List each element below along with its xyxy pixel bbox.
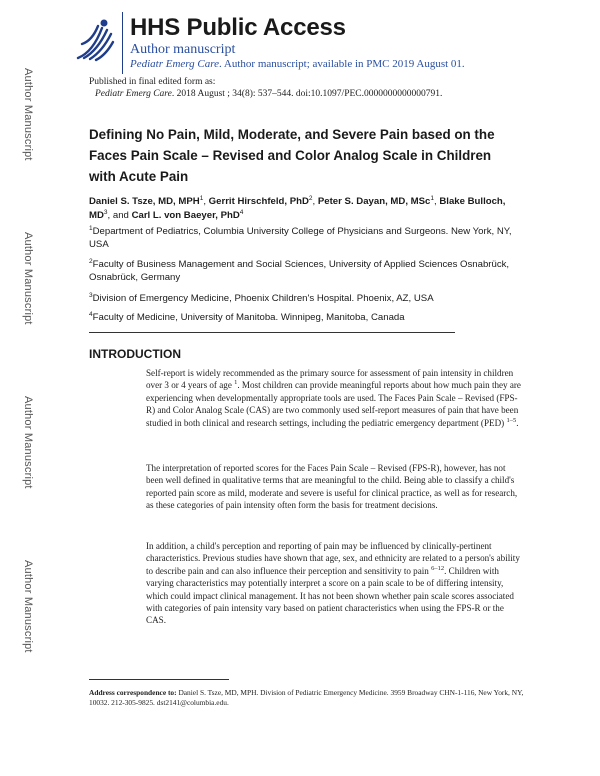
paper-title: Defining No Pain, Mild, Moderate, and Severe Pain based on the Faces Pain Scale – Revised and Color Analog Scale in Children with Acute Pain	[89, 127, 495, 184]
citation-journal: Pediatr Emerg Care	[95, 89, 172, 99]
paragraph-2: The interpretation of reported scores for the Faces Pain Scale – Revised (FPS-R), however, has not been well defined in qualitative terms that are meaningful to the child. Being able to classify a child's reported pain score as mild, moderate and severe is useful for clinical practice, as well as for research, as these categories of pain intensity often form the basis for treatment decisions.	[146, 463, 518, 511]
hhs-eagle-logo	[74, 14, 116, 64]
paragraph-3: In addition, a child's perception and reporting of pain may be influenced by clinically-pertinent characteristics. Previous studies have shown that age, sex, and ethnicity are related to a person's ability to describe pain and can also influence their perception and sensitivity to pain $^{6-12}$. Children with varying characteristics may potentially interpret a score on a pain scale to be of differing intensity, which could impact clinical management. It has not been shown whether pain scale scores associated with categories of pain intensity vary based on patient characteristics when using the FPS-R or the CAS.	[146, 541, 520, 626]
journal-name: Pediatr Emerg Care	[130, 58, 220, 70]
affiliation-3: $^3$Division of Emergency Medicine, Phoenix Children's Hospital. Phoenix, AZ, USA	[89, 291, 434, 304]
author: Daniel S. Tsze, MD, MPH	[89, 196, 200, 207]
correspondence-footnote: Address correspondence to: Daniel S. Tsze, MD, MPH. Division of Pediatric Emergency Medicine. 3959 Broadway CHN-1-116, New York, NY, 10032. 212-305-9825. dst2141@columbia.edu.	[89, 688, 524, 707]
affiliation-1: $^1$Department of Pediatrics, Columbia University College of Physicians and Surgeons. New York, NY, USA	[89, 224, 512, 250]
author: Blake Bulloch, MD	[89, 196, 506, 221]
author-manuscript-label: Author manuscript	[130, 42, 236, 57]
availability-line	[130, 58, 465, 70]
header-divider	[122, 12, 123, 74]
author: Peter S. Dayan, MD, MSc	[317, 196, 431, 207]
citation-line	[95, 89, 442, 99]
section-heading-introduction: INTRODUCTION	[89, 347, 181, 361]
citation-text: . 2018 August ; 34(8): 537–544. doi:10.1097/PEC.0000000000000791.	[171, 89, 443, 99]
author: Gerrit Hirschfeld, PhD	[208, 196, 309, 207]
affiliation-4: $^4$Faculty of Medicine, University of Manitoba. Winnipeg, Manitoba, Canada	[89, 310, 405, 323]
side-label-2: Author Manuscript	[22, 232, 34, 325]
side-label-3: Author Manuscript	[22, 396, 34, 489]
side-label-4: Author Manuscript	[22, 560, 34, 653]
side-label-1: Author Manuscript	[22, 68, 34, 161]
author-list: Daniel S. Tsze, MD, MPH$^1$, Gerrit Hirschfeld, PhD$^2$, Peter S. Dayan, MD, MSc$^1$, Blake Bulloch, $MD^3$, and Carl L. von Baeyer, PhD$^4$	[89, 194, 506, 221]
section-divider	[89, 332, 455, 333]
availability-text: . Author manuscript; available in PMC 2019 August 01.	[219, 58, 465, 70]
author: Carl L. von Baeyer, PhD	[131, 210, 240, 221]
hhs-title: HHS Public Access	[130, 14, 346, 41]
paragraph-1: Self-report is widely recommended as the primary source for assessment of pain intensity in children over 3 or 4 years of age $^1$. Most children can provide meaningful reports about how much pain they are experiencing when developmentally appropriate tools are used. The Faces Pain Scale – Revised (FPS-R) and Color Analog Scale (CAS) are two commonly used self-report measures of pain that have been studied in both clinical and research settings, including the pediatric emergency department (PED) $^{1-5}$.	[146, 368, 521, 428]
footnote-divider	[89, 679, 229, 680]
published-label: Published in final edited form as:	[89, 77, 216, 87]
affiliation-2: $^2$Faculty of Business Management and Social Sciences, University of Applied Sciences Osnabrück, Osnabrück, Germany	[89, 257, 510, 283]
